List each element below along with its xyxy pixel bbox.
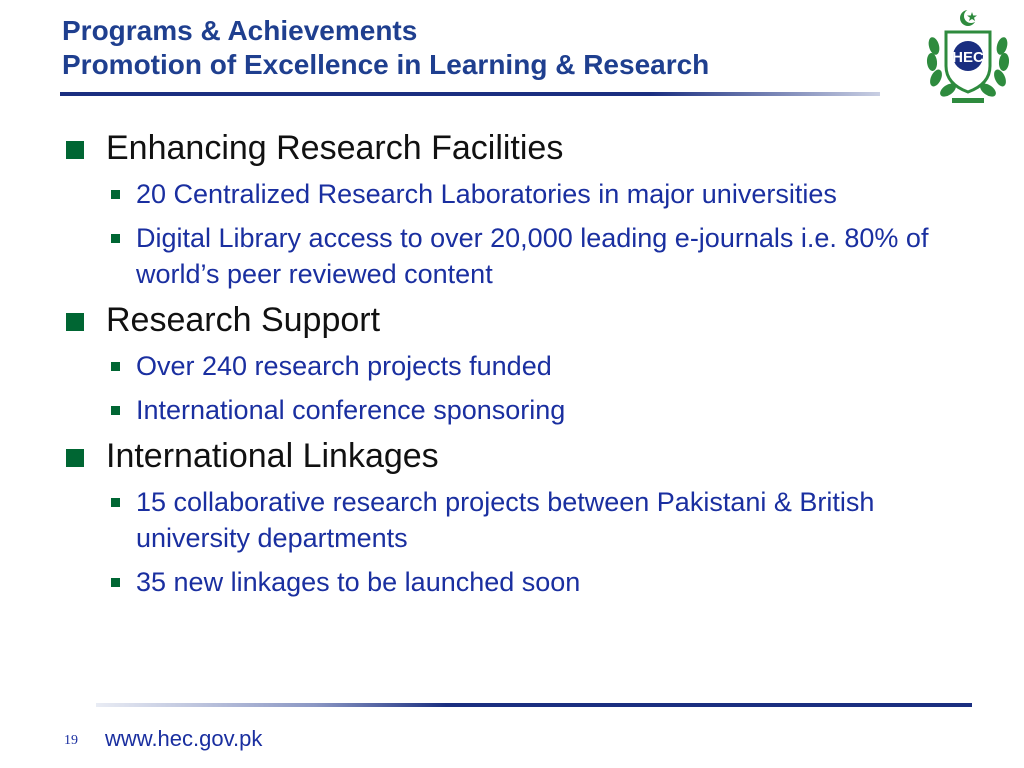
- bullet-item: Over 240 research projects funded: [136, 348, 951, 384]
- square-bullet-icon: [111, 498, 120, 507]
- footer-url-link[interactable]: www.hec.gov.pk: [105, 726, 263, 751]
- section-research-support: [64, 300, 964, 428]
- section-international-linkages: [64, 436, 964, 600]
- bullet-item: Digital Library access to over 20,000 leading e-journals i.e. 80% of world’s peer reviewed content: [136, 220, 951, 292]
- square-bullet-icon: [111, 362, 120, 371]
- section-heading: International Linkages: [64, 436, 964, 476]
- square-bullet-icon: [111, 190, 120, 199]
- slide-title: [62, 14, 709, 82]
- bullet-item: International conference sponsoring: [136, 392, 951, 428]
- section-heading: Enhancing Research Facilities: [64, 128, 964, 168]
- bullet-item: 20 Centralized Research Laboratories in major universities: [136, 176, 951, 212]
- footer-divider: [96, 703, 972, 707]
- svg-text:HEC: HEC: [952, 49, 984, 66]
- title-line-2: Promotion of Excellence in Learning & Research: [62, 49, 710, 80]
- title-line-1: Programs & Achievements: [62, 15, 418, 46]
- section-research-facilities: [64, 128, 964, 292]
- square-bullet-icon: [66, 449, 84, 467]
- bullet-item: 35 new linkages to be launched soon: [136, 564, 951, 600]
- square-bullet-icon: [111, 578, 120, 587]
- section-heading: Research Support: [64, 300, 964, 340]
- title-divider: [60, 92, 880, 96]
- bullet-item: 15 collaborative research projects between Pakistani & British university departments: [136, 484, 951, 556]
- square-bullet-icon: [66, 141, 84, 159]
- square-bullet-icon: [111, 234, 120, 243]
- square-bullet-icon: [111, 406, 120, 415]
- square-bullet-icon: [66, 313, 84, 331]
- hec-emblem-icon: [920, 6, 1016, 106]
- page-number: 19: [64, 733, 78, 748]
- slide-body: [64, 128, 964, 608]
